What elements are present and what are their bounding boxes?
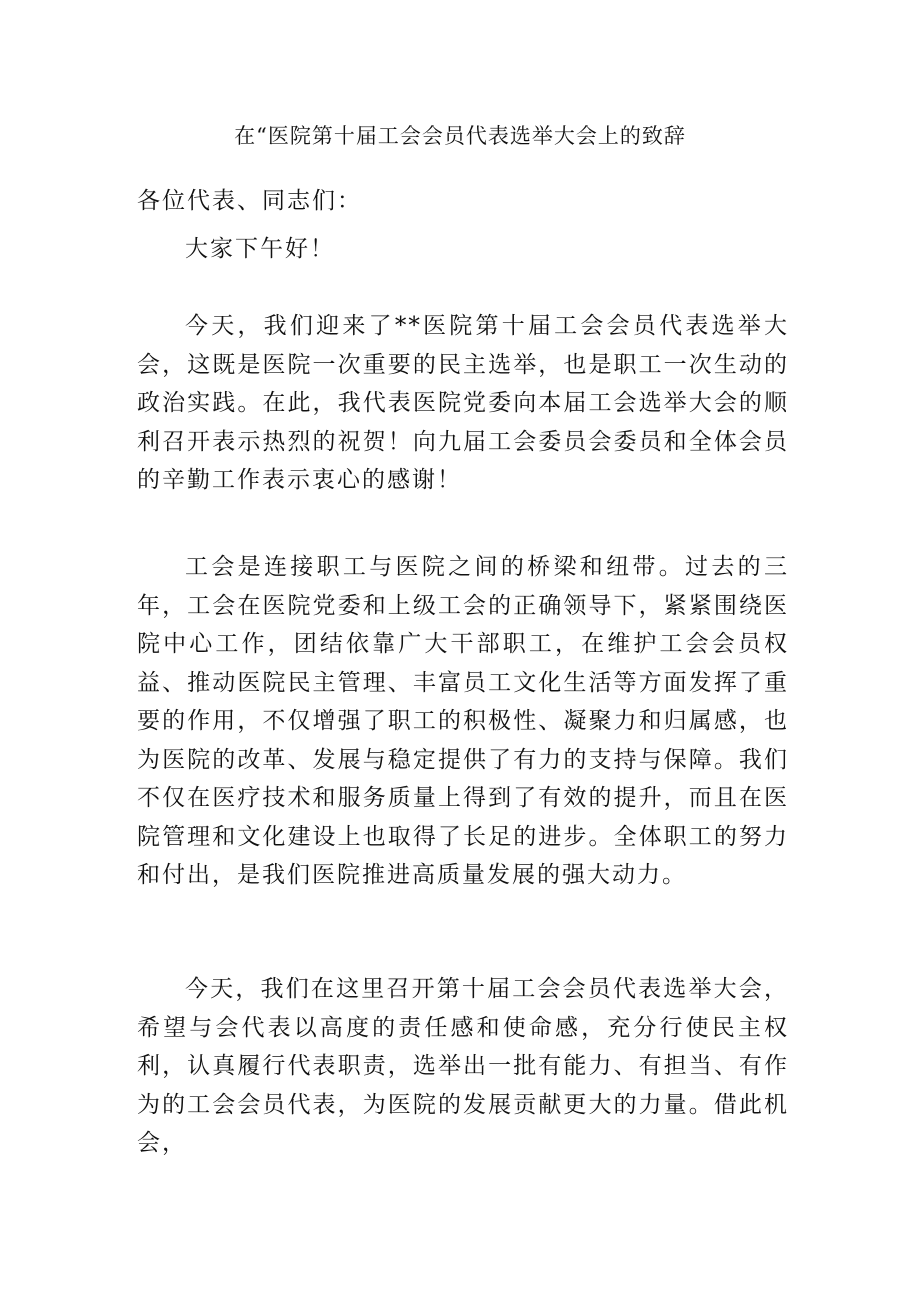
paragraph-opening: 今天，我们迎来了**医院第十届工会会员代表选举大会，这既是医院一次重要的民主选举，也是职工一次生动的政治实践。在此，我代表医院党委向本届工会选举大会的顺利召开表示热烈的祝贺！向九届工会委员会委员和全体会员的辛勤工作表示衷心的感谢！: [137, 313, 789, 493]
paragraph-election-hope: 今天，我们在这里召开第十届工会会员代表选举大会，希望与会代表以高度的责任感和使命感，充分行使民主权利，认真履行代表职责，选举出一批有能力、有担当、有作为的工会会员代表，为医院的发展贡献更大的力量。借此机会，: [137, 976, 789, 1156]
paragraph-union-review: 工会是连接职工与医院之间的桥梁和纽带。过去的三年，工会在医院党委和上级工会的正确领导下，紧紧围绕医院中心工作，团结依靠广大干部职工，在维护工会会员权益、推动医院民主管理、丰富员工文化生活等方面发挥了重要的作用，不仅增强了职工的积极性、凝聚力和归属感，也为医院的改革、发展与稳定提供了有力的支持与保障。我们不仅在医疗技术和服务质量上得到了有效的提升，而且在医院管理和文化建设上也取得了长足的进步。全体职工的努力和付出，是我们医院推进高质量发展的强大动力。: [137, 554, 789, 888]
greeting-paragraph: 大家下午好！: [185, 236, 335, 262]
document-title: 在“医院第十届工会会员代表选举大会上的致辞: [234, 124, 686, 148]
salutation: 各位代表、同志们：: [137, 188, 362, 214]
